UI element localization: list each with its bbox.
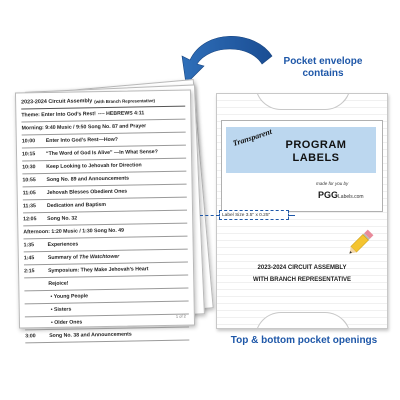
callout-pocket-envelope: Pocket envelope contains xyxy=(283,56,363,79)
label-card xyxy=(221,120,383,212)
program-bullet: • Sisters xyxy=(25,302,189,318)
label-size-connector xyxy=(289,215,295,216)
program-theme: Theme: Enter Into God’s Rest! ---- HEBREWS 4:11 xyxy=(21,107,185,123)
program-item: 11:05 Jehovah Blesses Obedient Ones xyxy=(23,185,187,201)
callout-pocket-openings: Top & bottom pocket openings xyxy=(230,335,378,346)
program-item: 3:00 Song No. 38 and Announcements xyxy=(25,328,189,344)
program-item-continued: Rejoice! xyxy=(24,276,188,292)
made-for-text: made for you by xyxy=(316,181,349,186)
program-item: 12:05 Song No. 32 xyxy=(23,211,187,227)
envelope-top-opening xyxy=(255,93,351,110)
label-size-connector xyxy=(200,215,219,216)
program-item: 1:45 Summary of The Watchtower xyxy=(24,250,188,266)
assembly-title: 2023-2024 CIRCUIT ASSEMBLY WITH BRANCH REPRESENTATIVE xyxy=(252,265,352,283)
program-item: 10:00 Enter Into God’s Rest—How? xyxy=(22,133,186,149)
envelope-bottom-opening xyxy=(255,312,351,329)
program-item: 10:30 Keep Looking to Jehovah for Direction xyxy=(22,159,186,175)
pencil-icon xyxy=(343,226,377,260)
program-sheet xyxy=(15,89,195,340)
program-item: 10:15 “The Word of God Is Alive” —In What Sense? xyxy=(22,146,186,162)
program-bullet: • Young People xyxy=(24,289,188,305)
program-item: 11:35 Dedication and Baptism xyxy=(23,198,187,214)
program-item: 1:35 Experiences xyxy=(24,237,188,253)
program-afternoon: Afternoon: 1:20 Music / 1:30 Song No. 49 xyxy=(23,224,187,240)
label-size-box: Label Size 3.5" x 0.25" xyxy=(219,210,289,220)
page-number: 1 of 2 xyxy=(175,313,186,319)
program-item: 10:55 Song No. 89 and Announcements xyxy=(22,172,186,188)
program-header-title: 2023-2024 Circuit Assembly xyxy=(21,98,93,106)
program-bullet: • Older Ones xyxy=(25,315,189,331)
program-labels-title: PROGRAM LABELS xyxy=(285,139,347,164)
program-item: 2:15 Symposium: They Make Jehovah’s Heart xyxy=(24,263,188,279)
program-morning: Morning: 9:40 Music / 9:50 Song No. 87 and Prayer xyxy=(21,120,185,136)
brand-logo: PGGLabels.com xyxy=(318,190,364,200)
transparent-tag: Transparent xyxy=(231,126,274,149)
program-header-sub: (with Branch Representative) xyxy=(94,97,156,104)
label-banner xyxy=(226,127,376,173)
